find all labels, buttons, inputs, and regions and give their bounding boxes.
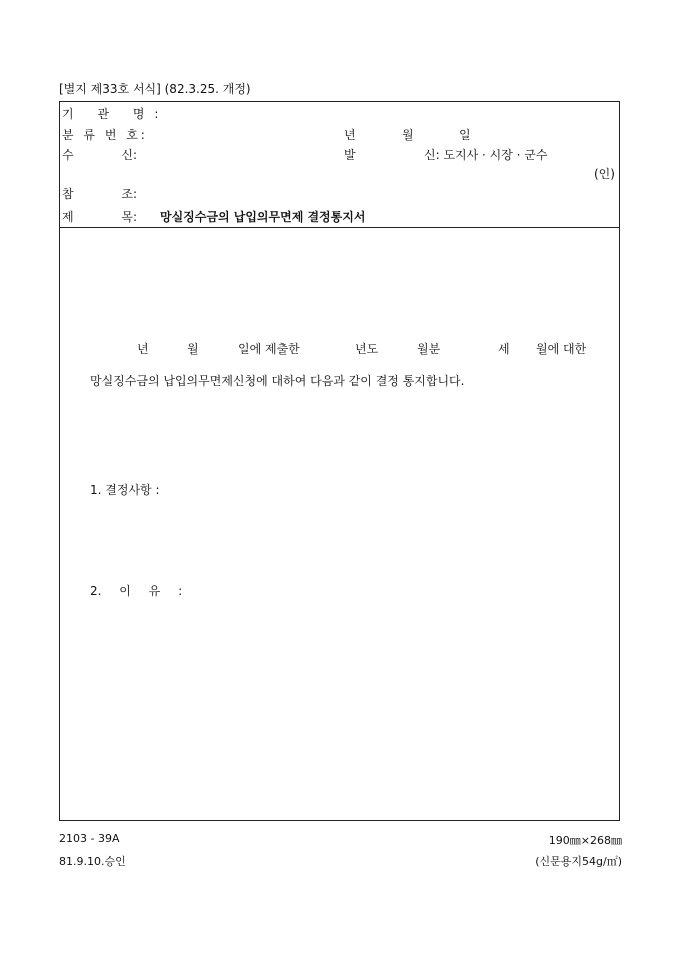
approval-date: 81.9.10.승인 [59, 855, 126, 868]
sender-label: 발 [344, 148, 356, 162]
body-sentence: 망실징수금의 납입의무면제신청에 대하여 다음과 같이 결정 통지합니다. [90, 374, 465, 388]
body-month-for: 월에 대한 [536, 342, 587, 356]
agency-label: 기 관 명: [62, 107, 169, 121]
reference-label: 참 조: [62, 187, 138, 201]
body-tax: 세 [498, 342, 510, 356]
body-month: 월 [187, 342, 199, 356]
body-month-portion: 월분 [417, 342, 441, 356]
subject-value: 망실징수금의 납입의무면제 결정통지서 [160, 210, 366, 224]
form-caption: [별지 제33호 서식] (82.3.25. 개정) [59, 82, 251, 96]
header-divider [59, 227, 620, 228]
date-month: 월 [402, 128, 414, 142]
date-year: 년 [344, 128, 356, 142]
body-year: 년 [137, 342, 149, 356]
body-fiscal-year: 년도 [355, 342, 379, 356]
seal-mark: (인) [594, 167, 615, 181]
sender-value: 신: 도지사 · 시장 · 군수 [424, 148, 548, 162]
date-day: 일 [459, 128, 471, 142]
item-reason: 2. 이 유 : [90, 584, 183, 598]
paper-type: (신문용지54g/㎡) [535, 855, 622, 868]
form-number: 2103 - 39A [59, 832, 120, 845]
paper-size: 190㎜×268㎜ [548, 834, 622, 847]
recipient-label: 수 신: [62, 148, 138, 162]
item-decision: 1. 결정사항 : [90, 483, 160, 497]
subject-label: 제 목: [62, 210, 138, 224]
body-day-submitted: 일에 제출한 [238, 342, 300, 356]
class-no-label: 분 류 번 호: [62, 128, 148, 142]
